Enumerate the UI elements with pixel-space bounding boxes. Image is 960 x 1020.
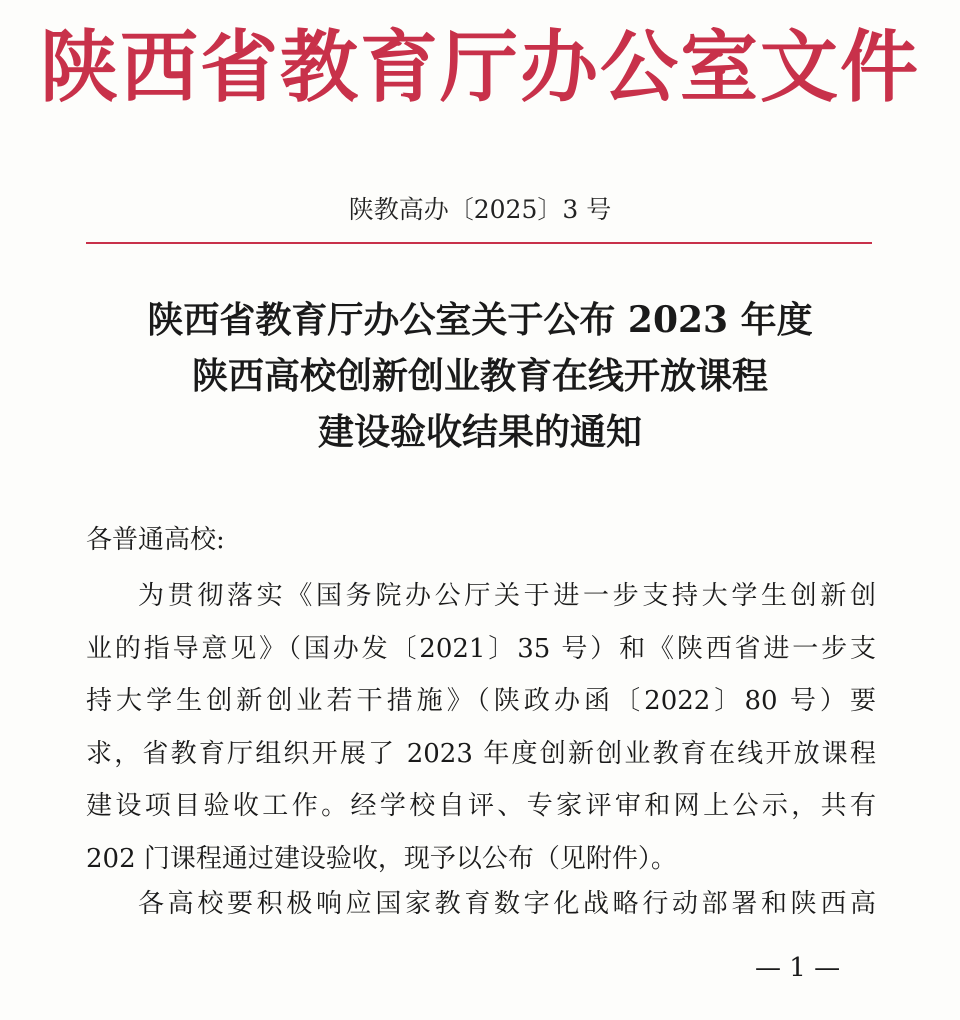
paragraph-line: 求，省教育厅组织开展了 2023 年度创新创业教育在线开放课程 (86, 738, 876, 769)
body-paragraph-1 (86, 570, 876, 886)
title-line-2: 陕西高校创新创业教育在线开放课程 (191, 355, 768, 397)
paragraph-line: 持大学生创新创业若干措施》（陕政办函〔2022〕80 号）要 (86, 686, 876, 717)
paragraph-line: 为贯彻落实《国务院办公厅关于进一步支持大学生创新创 (138, 581, 876, 611)
document-masthead: 陕西省教育厅办公室文件 (39, 22, 920, 113)
title-line-3: 建设验收结果的通知 (317, 411, 642, 453)
paragraph-line: 各高校要积极响应国家教育数字化战略行动部署和陕西高 (138, 889, 876, 919)
title-line-1: 陕西省教育厅办公室关于公布 2023 年度 (147, 299, 813, 341)
document-number: 陕教高办〔2025〕3 号 (348, 195, 612, 224)
salutation: 各普通高校: (86, 525, 225, 555)
body-paragraph-2 (86, 878, 876, 931)
page-number: — 1 — (755, 953, 841, 983)
paragraph-line: 建设项目验收工作。经学校自评、专家评审和网上公示，共有 (86, 791, 876, 822)
paragraph-line: 业的指导意见》（国办发〔2021〕35 号）和《陕西省进一步支 (86, 633, 876, 664)
paragraph-line: 202 门课程通过建设验收，现予以公布（见附件）。 (86, 843, 677, 874)
red-divider-line (86, 242, 872, 244)
notice-title (0, 292, 960, 460)
